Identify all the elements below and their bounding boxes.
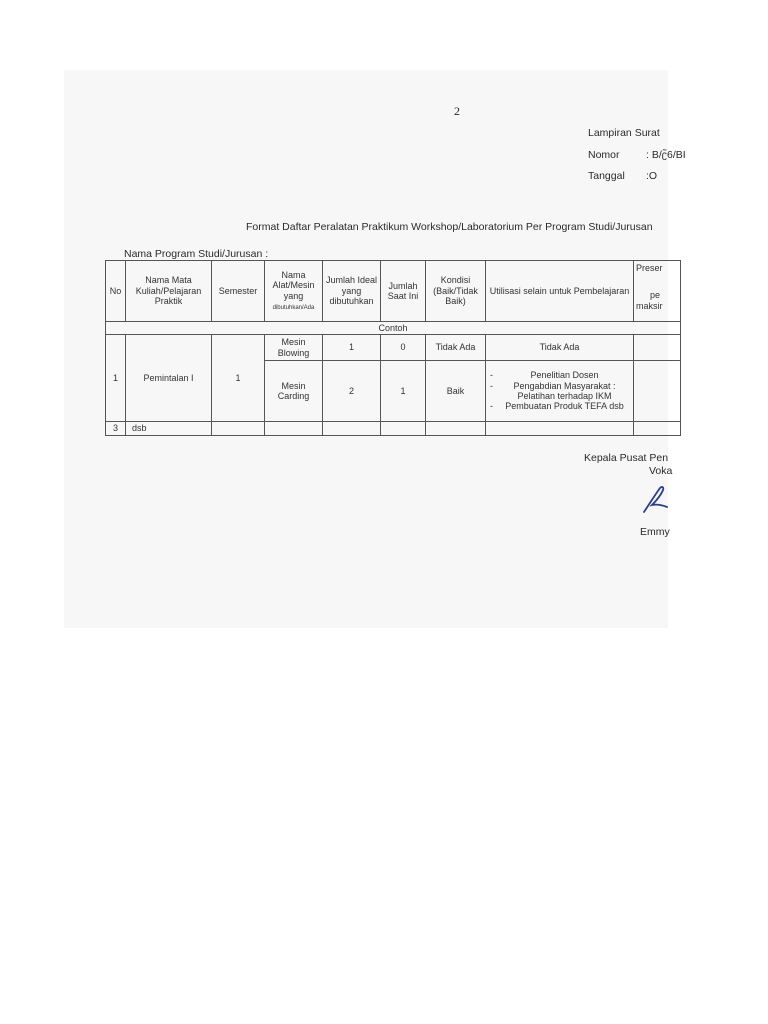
cell-mata-kuliah: Pemintalan I (126, 335, 212, 422)
handwritten-signature-mark (642, 485, 668, 515)
cell-no: 3 (106, 422, 126, 436)
header-persentase-1: Preser (636, 263, 663, 273)
signature-name: Emmy (640, 526, 670, 538)
header-alat-text: Nama Alat/Mesin yang (272, 270, 315, 301)
cell-persentase (634, 361, 681, 422)
list-item: - Pembuatan Produk TEFA dsb (490, 401, 629, 411)
utilisasi-list (488, 370, 631, 411)
cell-saat-ini (381, 422, 426, 436)
header-persentase (634, 261, 681, 322)
table-header-row (106, 261, 681, 322)
header-utilisasi: Utilisasi selain untuk Pembelajaran (486, 261, 634, 322)
cell-persentase (634, 335, 681, 361)
equipment-table (105, 260, 681, 436)
cell-alat (265, 422, 323, 436)
cell-alat: Mesin Carding (265, 361, 323, 422)
cell-saat-ini: 1 (381, 361, 426, 422)
cell-utilisasi (486, 361, 634, 422)
signature-title-line1: Kepala Pusat Pen (584, 452, 669, 464)
header-kondisi: Kondisi (Baik/Tidak Baik) (426, 261, 486, 322)
header-saat-ini: Jumlah Saat Ini (381, 261, 426, 322)
header-no: No (106, 261, 126, 322)
nomor-line (588, 149, 686, 161)
cell-ideal: 2 (323, 361, 381, 422)
cell-persentase (634, 422, 681, 436)
nomor-label: Nomor (588, 149, 620, 161)
program-label: Nama Program Studi/Jurusan : (124, 248, 269, 260)
table-row (106, 422, 681, 436)
document-title: Format Daftar Peralatan Praktikum Workshop/Laboratorium Per Program Studi/Jurusan (246, 221, 653, 233)
page-number: 2 (454, 104, 460, 118)
cell-mata-kuliah: dsb (126, 422, 212, 436)
cell-ideal (323, 422, 381, 436)
cell-alat: Mesin Blowing (265, 335, 323, 361)
list-item: - Penelitian Dosen (490, 370, 629, 380)
header-persentase-2: pe (650, 290, 661, 301)
header-semester: Semester (212, 261, 265, 322)
header-persentase-3: maksir (636, 300, 663, 311)
header-alat-small: dibutuhkan/Ada (272, 305, 315, 312)
cell-saat-ini: 0 (381, 335, 426, 361)
contoh-label: Contoh (106, 322, 681, 335)
cell-no: 1 (106, 335, 126, 422)
tanggal-value: :O (646, 170, 658, 182)
contoh-row (106, 322, 681, 335)
cell-semester (212, 422, 265, 436)
cell-kondisi: Baik (426, 361, 486, 422)
list-item: - Pengabdian Masyarakat : Pelatihan terhadap IKM (490, 381, 629, 402)
table-row (106, 335, 681, 361)
cell-kondisi (426, 422, 486, 436)
cell-ideal: 1 (323, 335, 381, 361)
header-ideal: Jumlah Ideal yang dibutuhkan (323, 261, 381, 322)
header-mata-kuliah: Nama Mata Kuliah/Pelajaran Praktik (126, 261, 212, 322)
cell-kondisi: Tidak Ada (426, 335, 486, 361)
cell-semester: 1 (212, 335, 265, 422)
cell-utilisasi (486, 422, 634, 436)
signature-title-line2: Voka (649, 465, 673, 477)
nomor-value: : B/ʗ̃6/BI (646, 149, 686, 161)
lampiran-label: Lampiran Surat (588, 127, 660, 139)
scanned-document (64, 70, 686, 628)
cell-utilisasi: Tidak Ada (486, 335, 634, 361)
header-alat (265, 261, 323, 322)
tanggal-label: Tanggal (588, 170, 625, 182)
tanggal-line (588, 170, 657, 182)
